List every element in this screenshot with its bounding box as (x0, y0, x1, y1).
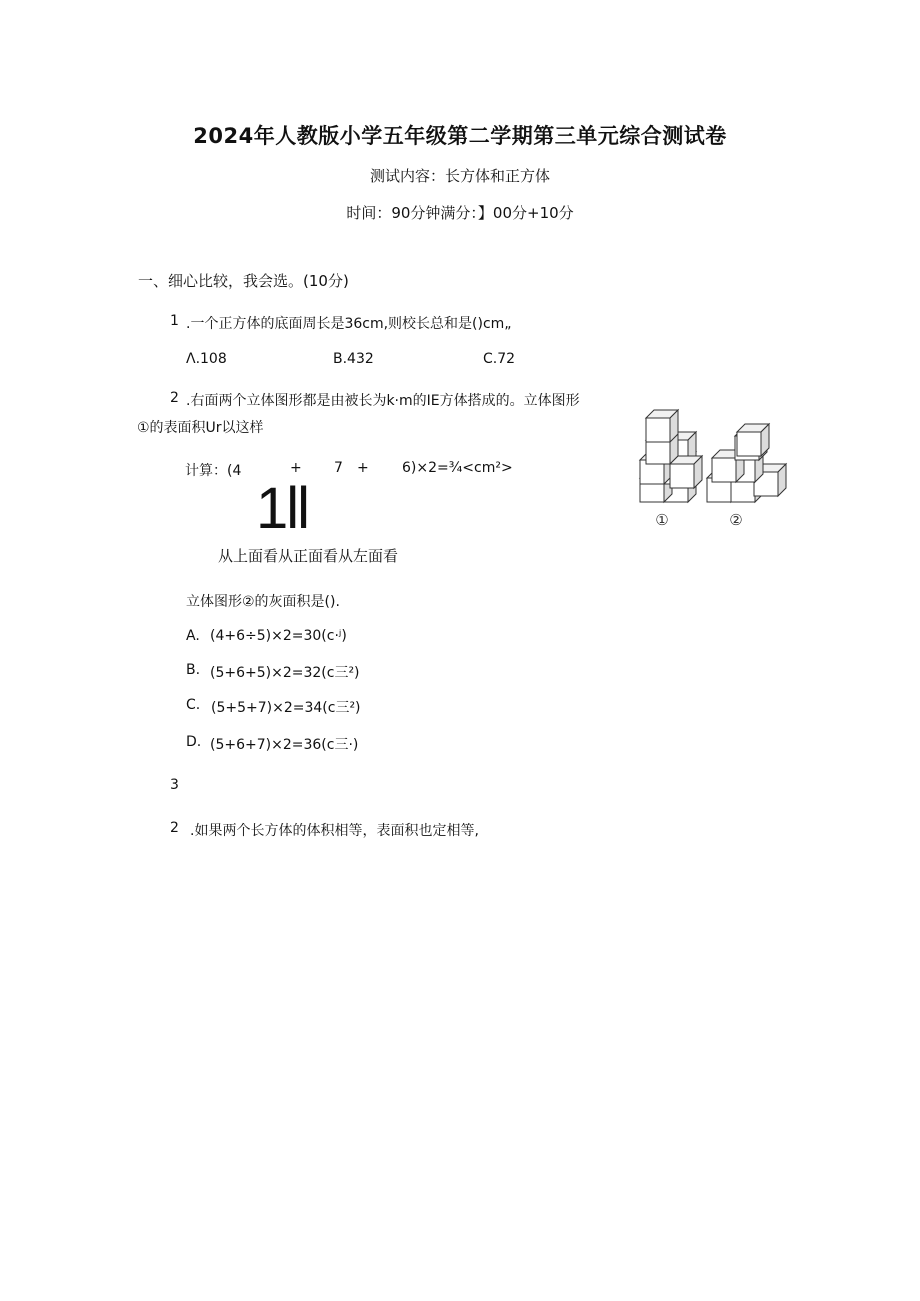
q1-option-c: C.72 (483, 351, 516, 367)
figure-label-one: ① (655, 511, 669, 529)
page-title: 2024年人教版小学五年级第二学期第三单元综合测试卷 (193, 124, 727, 148)
large-glyphs: 1ll (256, 476, 309, 541)
q1-text: .一个正方体的底面周长是36cm,则校长总和是()cm„ (186, 316, 512, 332)
views-caption: 从上面看从正面看从左面看 (218, 547, 399, 565)
q4-number: 2 (170, 820, 179, 836)
calc-label: 计算：(4 (185, 463, 242, 479)
section-heading: 一、细心比较，我会选。(10分) (138, 272, 349, 290)
q3-number: 3 (170, 777, 179, 793)
q2-text-line1: .右面两个立体图形都是由被长为k·m的IE方体搭成的。立体图形 (186, 393, 580, 409)
q2-text-line2: ①的表面积Ur以这样 (137, 420, 264, 436)
time-score-line: 时间：90分钟满分：】00分+10分 (346, 204, 574, 222)
q2-option-a-letter: A. (186, 628, 200, 644)
q1-option-b: B.432 (333, 351, 374, 367)
calc-plus-2: + (357, 460, 369, 476)
q2-option-c-letter: C. (186, 697, 201, 713)
q2-option-a-text: (4+6÷5)×2=30(c·ʲ) (210, 628, 347, 644)
q2-option-c-text: (5+5+7)×2=34(c三²) (211, 700, 361, 716)
calc-plus-1: + (290, 460, 302, 476)
figure-two-cubes (707, 424, 786, 502)
q2-option-d-letter: D. (186, 734, 202, 750)
test-content-line: 测试内容：长方体和正方体 (369, 167, 550, 185)
q1-option-a: Λ.108 (186, 351, 227, 367)
q2-option-b-letter: B. (186, 662, 201, 678)
q2-ask: 立体图形②的灰面积是(). (186, 594, 340, 610)
cube-figures (632, 405, 792, 535)
q2-option-d-text: (5+6+7)×2=36(c三·) (210, 737, 359, 753)
calc-seven: 7 (334, 460, 343, 476)
q2-number: 2 (170, 390, 179, 406)
q2-option-b-text: (5+6+5)×2=32(c三²) (210, 665, 360, 681)
figure-one-cubes (640, 410, 702, 502)
calc-result: 6)×2=¾<cm²> (402, 460, 513, 476)
q4-text: .如果两个长方体的体积相等，表面积也定相等, (190, 823, 479, 839)
q1-number: 1 (170, 313, 179, 329)
figure-label-two: ② (729, 511, 743, 529)
